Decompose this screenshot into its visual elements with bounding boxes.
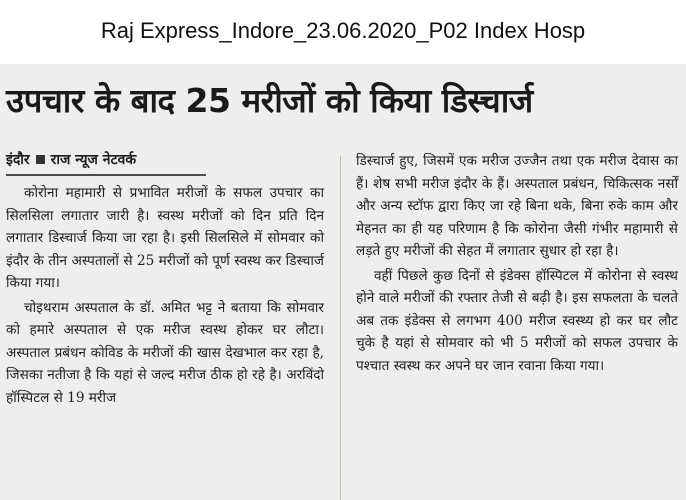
square-bullet-icon: [36, 155, 45, 164]
article-paragraph: डिस्चार्ज हुए, जिसमें एक मरीज उज्जैन तथा एक मरीज देवास का हैं। शेष सभी मरीज इंदौर के हैं। अस्पताल प्रबंधन, चिकित्सक नर्सों और अन्य स्टॉफ द्वारा किए जा रहे बिना थके, बिना रुके काम और मेहनत का ही यह परिणाम है कि कोरोना जैसी गंभीर महामारी से लड़ते हुए मरीजों की सेहत में लगातार सुधार हो रहा है।: [356, 153, 678, 259]
dateline-agency: राज न्यूज नेटवर्क: [50, 152, 137, 168]
column-divider: [340, 156, 341, 500]
article-headline: उपचार के बाद 25 मरीजों को किया डिस्चार्ज: [6, 81, 533, 120]
article-paragraph: कोरोना महामारी से प्रभावित मरीजों के सफल उपचार का सिलसिला लगातार जारी है। स्वस्थ मरीजों को दिन प्रति दिन लगातार डिस्चार्ज किया जा रहा है। इसी सिलसिले में सोमवार को इंदौर के तीन अस्पतालों से 25 मरीजों को पूर्ण स्वस्थ कर डिस्चार्ज किया गया।: [6, 185, 324, 291]
dateline: [6, 150, 324, 170]
dateline-rule: [6, 174, 206, 176]
article-column-left: [6, 150, 324, 411]
article-column-right: [356, 150, 678, 379]
document-caption: Raj Express_Indore_23.06.2020_P02 Index Hosp: [0, 0, 686, 62]
newspaper-clipping: [0, 64, 686, 500]
article-paragraph: चोइथराम अस्पताल के डॉ. अमित भट्ट ने बताया कि सोमवार को हमारे अस्पताल से एक मरीज स्वस्थ होकर घर लौटा। अस्पताल प्रबंधन कोविड के मरीजों की खास देखभाल कर रहा है, जिसका नतीजा है कि यहां से जल्द मरीज ठीक हो रहे है। अरविंदो हॉस्पिटल से 19 मरीज: [6, 299, 324, 406]
dateline-city: इंदौर: [6, 152, 30, 168]
article-paragraph: वहीं पिछले कुछ दिनों से इंडेक्स हॉस्पिटल में कोरोना से स्वस्थ होने वाले मरीजों की रफ्तार तेजी से बढ़ी है। इस सफलता के चलते अब तक इंडेक्स से लगभग 400 मरीज स्वस्थ्य हो कर घर लौट चुके है यहां से सोमवार को भी 5 मरीजों को सफल उपचार के पश्चात स्वस्थ कर अपने घर जान रवाना किया गया।: [356, 267, 678, 374]
